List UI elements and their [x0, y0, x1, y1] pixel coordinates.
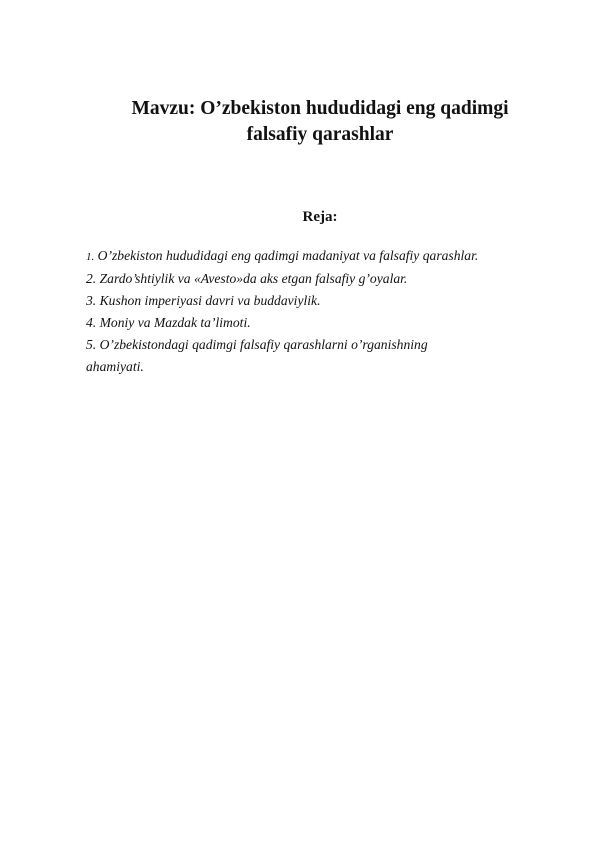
- plan-item-text: O’zbekistondagi qadimgi falsafiy qarashlarni o’rganishning: [96, 337, 428, 352]
- plan-item-number: 5.: [86, 337, 97, 352]
- plan-list: [86, 245, 586, 378]
- plan-item-number: 2.: [86, 271, 97, 286]
- plan-item-3: [86, 290, 586, 312]
- plan-item-number: 3.: [86, 293, 97, 308]
- plan-item-text: Zardo’shtiylik va «Avesto»da aks etgan falsafiy g’oyalar.: [96, 271, 408, 286]
- plan-item-text: Moniy va Mazdak ta’limoti.: [96, 315, 251, 330]
- plan-item-1: [86, 245, 586, 268]
- plan-item-5: [86, 334, 586, 378]
- plan-item-number: 1.: [86, 251, 95, 263]
- plan-item-2: [86, 268, 586, 290]
- plan-item-number: 4.: [86, 315, 97, 330]
- plan-item-text: O’zbekiston hududidagi eng qadimgi madaniyat va falsafiy qarashlar.: [94, 248, 479, 263]
- plan-item-4: [86, 312, 586, 334]
- plan-item-text: Kushon imperiyasi davri va buddaviylik.: [96, 293, 321, 308]
- title-line-2: falsafiy qarashlar: [246, 124, 394, 145]
- plan-heading: Reja:: [302, 209, 338, 225]
- title-line-1: Mavzu: O’zbekiston hududidagi eng qadimgi: [131, 98, 509, 119]
- document-title: [40, 96, 596, 148]
- plan-item-continuation: ahamiyati.: [86, 359, 144, 374]
